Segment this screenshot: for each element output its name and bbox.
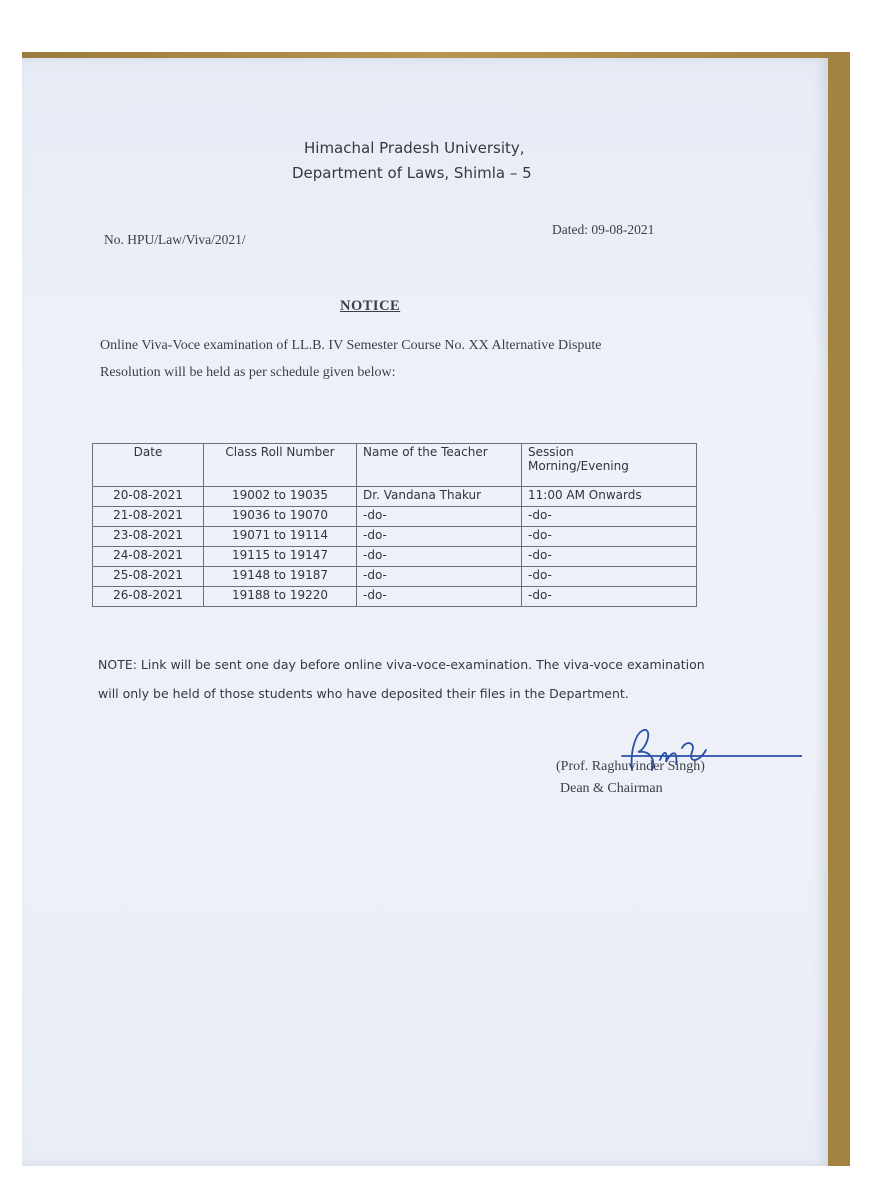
cell-roll-number: 19036 to 19070 [204, 507, 357, 527]
notice-sheet [22, 58, 828, 1166]
cell-date: 23-08-2021 [93, 527, 204, 547]
signatory-block [556, 756, 705, 800]
table-row [93, 507, 697, 527]
cell-date: 20-08-2021 [93, 487, 204, 507]
university-name: Himachal Pradesh University, [304, 139, 525, 157]
note-line-2: will only be held of those students who have deposited their files in the Department. [98, 686, 629, 701]
cell-date: 21-08-2021 [93, 507, 204, 527]
table-row [93, 567, 697, 587]
notice-body-line-1: Online Viva-Voce examination of LL.B. IV Semester Course No. XX Alternative Dispute [100, 338, 602, 353]
cell-session: -do- [522, 547, 697, 567]
cell-teacher: -do- [357, 567, 522, 587]
note-text [98, 650, 798, 708]
table-row [93, 587, 697, 607]
cell-session: -do- [522, 527, 697, 547]
notice-body-line-2: Resolution will be held as per schedule given below: [100, 365, 396, 380]
table-row [93, 547, 697, 567]
cell-teacher: -do- [357, 507, 522, 527]
header-session-line-1: Session [528, 445, 574, 459]
header-teacher: Name of the Teacher [357, 444, 522, 487]
cell-date: 25-08-2021 [93, 567, 204, 587]
cell-roll-number: 19148 to 19187 [204, 567, 357, 587]
notice-title: NOTICE [340, 298, 401, 314]
cell-date: 24-08-2021 [93, 547, 204, 567]
table-row [93, 527, 697, 547]
signatory-title: Dean & Chairman [560, 781, 663, 796]
cell-roll-number: 19071 to 19114 [204, 527, 357, 547]
cell-session: -do- [522, 507, 697, 527]
notice-body [100, 332, 760, 386]
cell-session: 11:00 AM Onwards [522, 487, 697, 507]
note-line-1: NOTE: Link will be sent one day before online viva-voce-examination. The viva-voce examination [98, 657, 705, 672]
header-date: Date [93, 444, 204, 487]
cell-teacher: Dr. Vandana Thakur [357, 487, 522, 507]
cell-teacher: -do- [357, 587, 522, 607]
notice-date: Dated: 09-08-2021 [552, 222, 655, 237]
header-roll-number: Class Roll Number [204, 444, 357, 487]
cell-teacher: -do- [357, 527, 522, 547]
reference-number: No. HPU/Law/Viva/2021/ [104, 232, 246, 247]
header-session [522, 444, 697, 487]
schedule-table [92, 443, 697, 607]
header-session-line-2: Morning/Evening [528, 459, 629, 473]
cell-roll-number: 19188 to 19220 [204, 587, 357, 607]
cell-date: 26-08-2021 [93, 587, 204, 607]
signatory-name: (Prof. Raghuvinder Singh) [556, 759, 705, 774]
department-name: Department of Laws, Shimla – 5 [292, 164, 532, 182]
schedule-header-row [93, 444, 697, 487]
cell-session: -do- [522, 567, 697, 587]
cell-teacher: -do- [357, 547, 522, 567]
cell-session: -do- [522, 587, 697, 607]
cell-roll-number: 19115 to 19147 [204, 547, 357, 567]
cell-roll-number: 19002 to 19035 [204, 487, 357, 507]
table-row [93, 487, 697, 507]
